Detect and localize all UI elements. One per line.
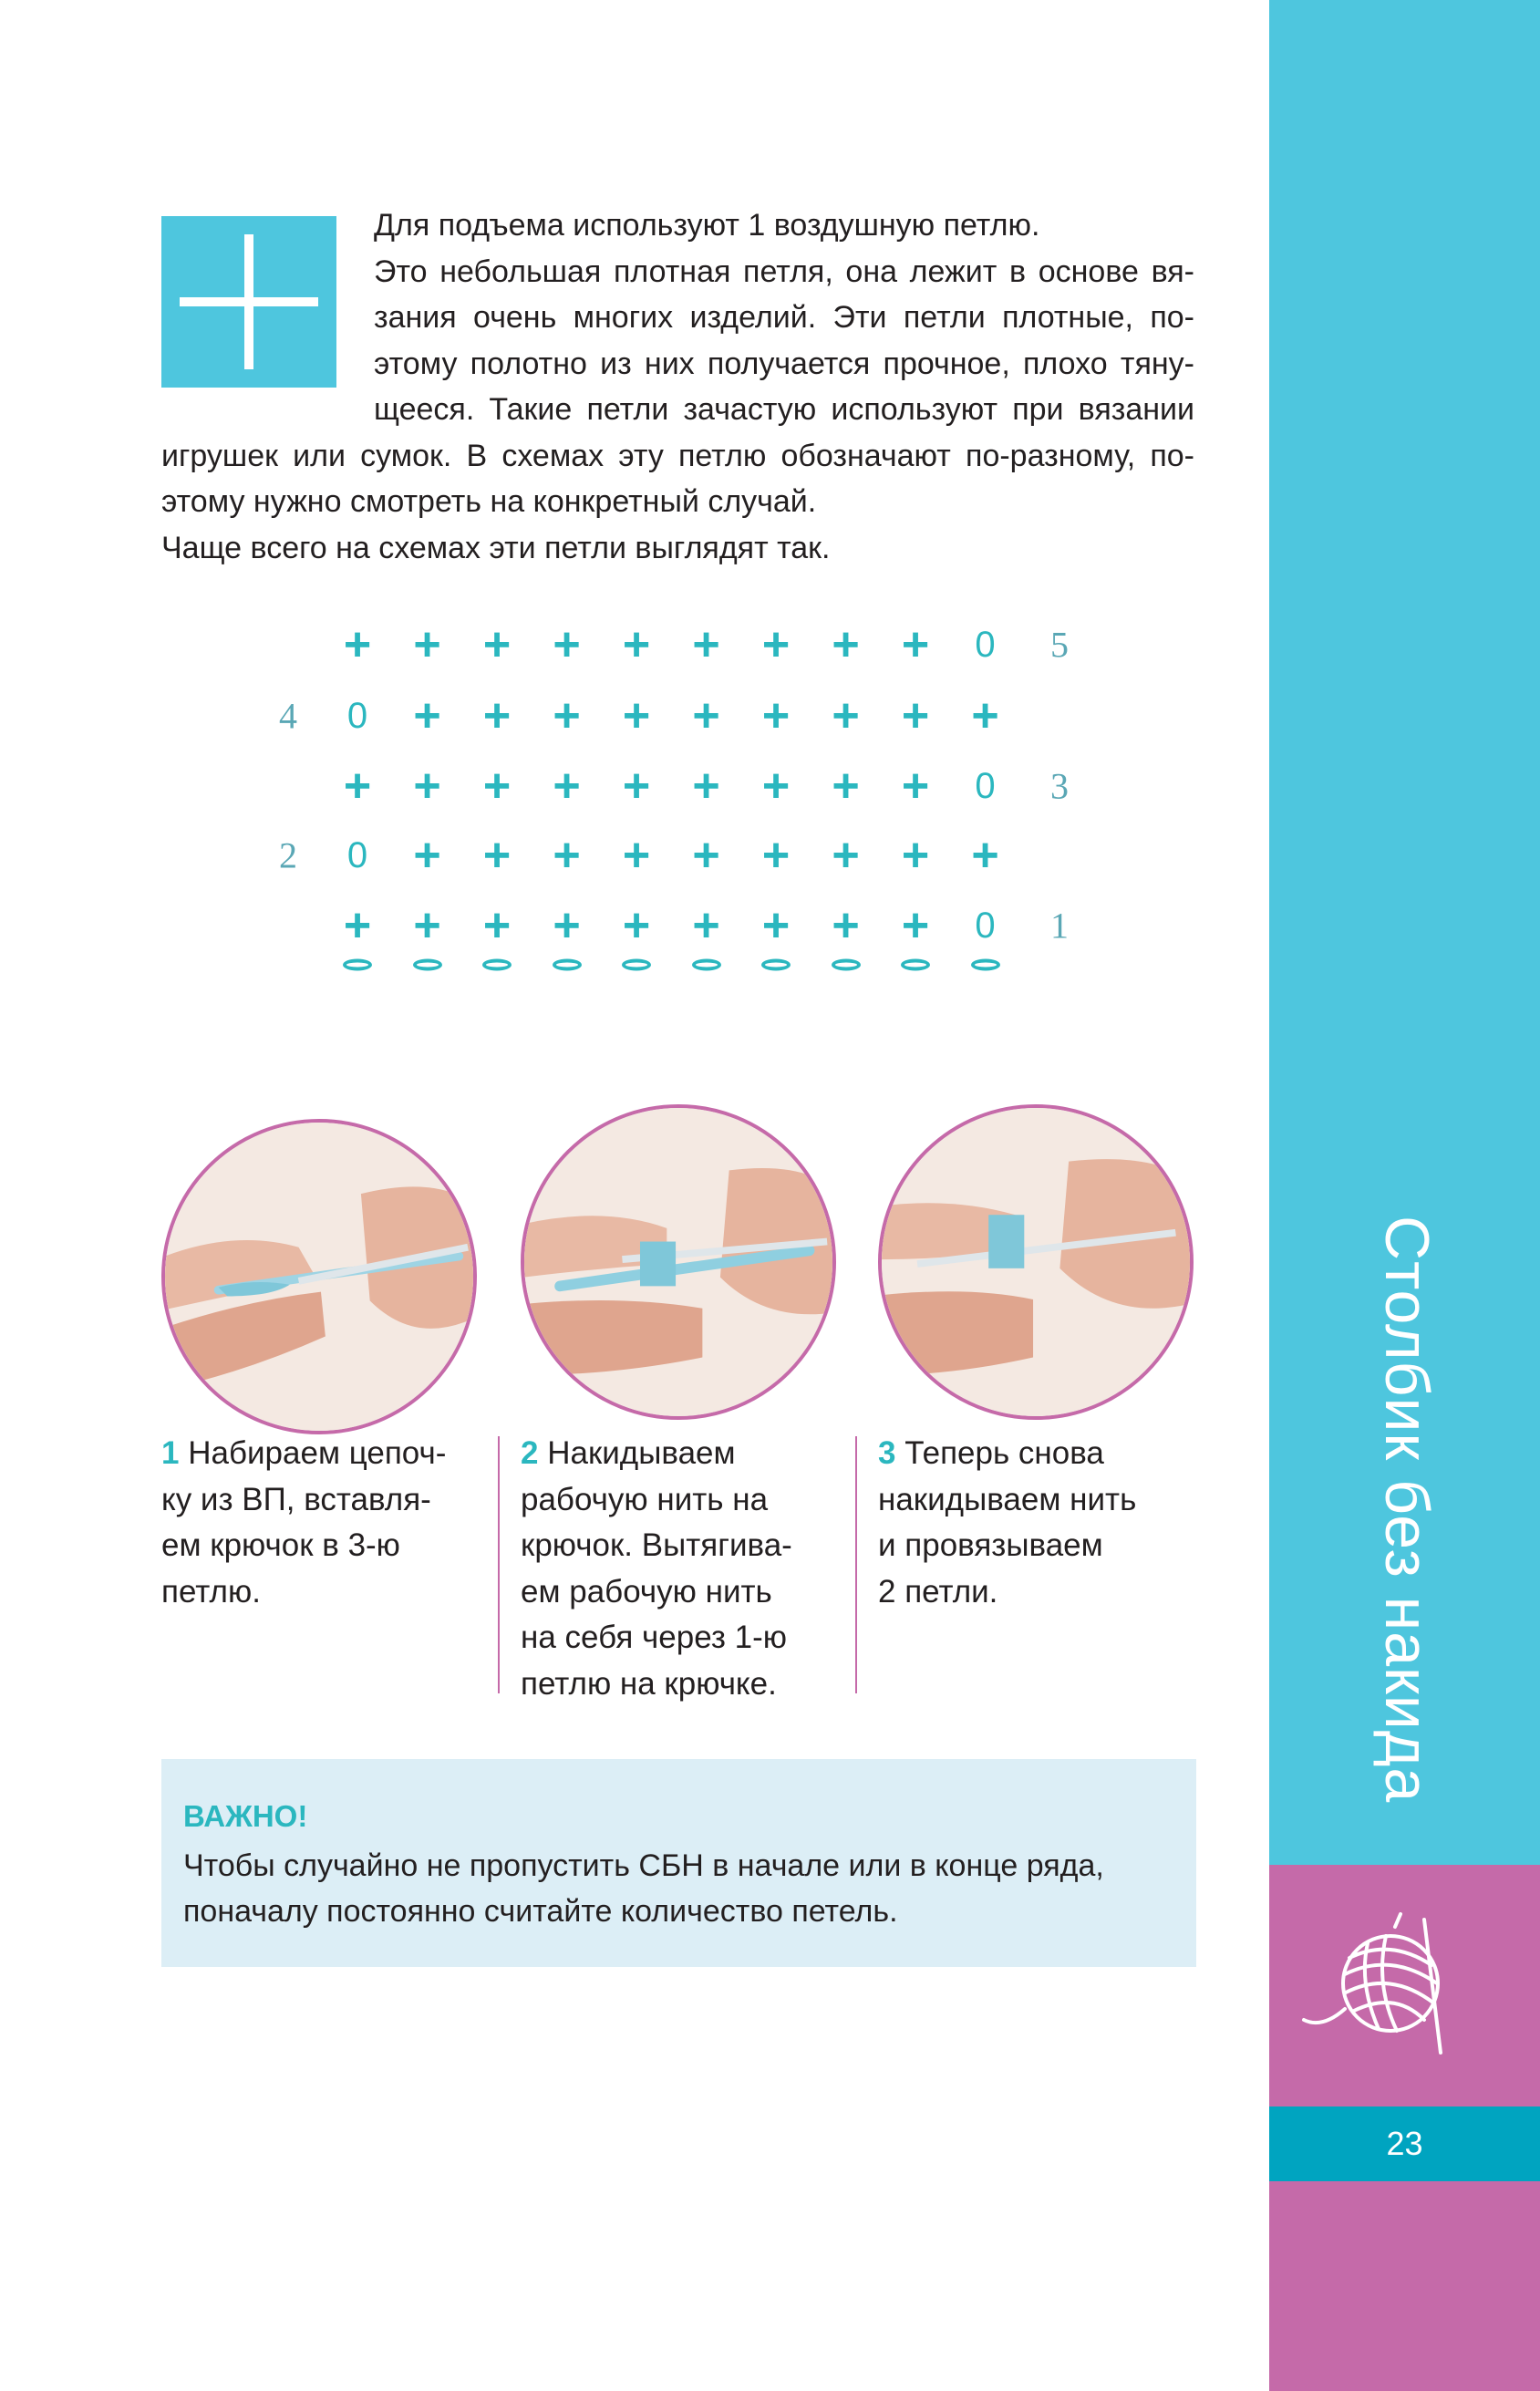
step-line: Накидываем xyxy=(547,1435,736,1471)
step-line: накидываем нить xyxy=(878,1481,1137,1517)
single-crochet-symbol: + xyxy=(413,760,441,813)
step-line: ку из ВП, вставля- xyxy=(161,1481,431,1517)
row-number-label: 3 xyxy=(1050,765,1069,807)
single-crochet-symbol: + xyxy=(971,829,999,882)
single-crochet-symbol: + xyxy=(901,829,930,882)
single-crochet-symbol: + xyxy=(761,899,791,952)
single-crochet-symbol: + xyxy=(482,899,512,952)
single-crochet-symbol: + xyxy=(482,760,512,813)
single-crochet-symbol: + xyxy=(553,618,581,671)
intro-line: зания очень многих изделий. Эти петли плотные, по- xyxy=(374,300,1194,335)
page-number: 23 xyxy=(1269,2106,1540,2181)
intro-line: этому полотно из них получается прочное, плохо тяну- xyxy=(374,346,1194,381)
step-number: 1 xyxy=(161,1435,180,1471)
intro-text xyxy=(161,202,1194,571)
single-crochet-symbol: + xyxy=(413,689,441,742)
single-crochet-symbol: + xyxy=(692,689,720,742)
single-crochet-symbol: + xyxy=(761,689,791,742)
single-crochet-symbol: + xyxy=(901,760,930,813)
single-crochet-symbol: + xyxy=(482,689,512,742)
row-number-label: 4 xyxy=(279,695,297,737)
single-crochet-symbol: + xyxy=(343,760,372,813)
step-3-photo xyxy=(878,1104,1194,1420)
step-line: рабочую нить на xyxy=(521,1481,769,1517)
single-crochet-symbol: + xyxy=(901,618,930,671)
important-line: поначалу постоянно считайте количество петель. xyxy=(183,1894,898,1929)
intro-line: Чаще всего на схемах эти петли выглядят так. xyxy=(161,530,831,565)
single-crochet-symbol: + xyxy=(832,829,860,882)
single-crochet-symbol: + xyxy=(692,899,720,952)
chain-stitch-symbol xyxy=(482,959,512,971)
step-line: петлю. xyxy=(161,1573,261,1610)
chain-stitch-symbol xyxy=(622,959,651,971)
chain-stitch-symbol xyxy=(761,959,791,971)
single-crochet-symbol: + xyxy=(343,899,372,952)
chapter-title: Столбик без накида xyxy=(1372,1215,1442,1804)
important-line: Чтобы случайно не пропустить СБН в начале или в конце ряда, xyxy=(183,1848,1104,1883)
single-crochet-symbol: + xyxy=(553,829,581,882)
step-3-text xyxy=(878,1431,1136,1615)
step-line: Набираем цепоч- xyxy=(188,1435,447,1471)
important-note xyxy=(161,1759,1196,1967)
single-crochet-symbol: + xyxy=(553,760,581,813)
column-divider xyxy=(855,1436,857,1693)
step-line: ем рабочую нить xyxy=(521,1573,772,1610)
chain-stitch-symbol xyxy=(832,959,861,971)
single-crochet-symbol: + xyxy=(413,829,441,882)
chain-loop-symbol: 0 xyxy=(346,696,368,736)
single-crochet-symbol: + xyxy=(343,618,372,671)
single-crochet-symbol: + xyxy=(553,689,581,742)
step-line: крючок. Вытягива- xyxy=(521,1527,792,1563)
single-crochet-symbol: + xyxy=(832,618,860,671)
step-2-text xyxy=(521,1431,792,1707)
chain-stitch-symbol xyxy=(413,959,442,971)
chain-loop-symbol: 0 xyxy=(975,766,996,806)
chain-loop-symbol: 0 xyxy=(975,625,996,665)
step-line: 2 петли. xyxy=(878,1573,998,1610)
single-crochet-symbol: + xyxy=(482,829,512,882)
single-crochet-symbol: + xyxy=(761,760,791,813)
single-crochet-symbol: + xyxy=(832,899,860,952)
single-crochet-symbol: + xyxy=(413,618,441,671)
single-crochet-symbol: + xyxy=(761,618,791,671)
single-crochet-symbol: + xyxy=(622,618,651,671)
important-body xyxy=(183,1843,1186,1934)
single-crochet-symbol: + xyxy=(692,829,720,882)
intro-line: Это небольшая плотная петля, она лежит в основе вя- xyxy=(374,254,1194,289)
single-crochet-symbol: + xyxy=(692,618,720,671)
step-1-text xyxy=(161,1431,446,1615)
column-divider xyxy=(498,1436,500,1693)
single-crochet-symbol: + xyxy=(622,760,651,813)
intro-line: этому нужно смотреть на конкретный случай. xyxy=(161,484,817,519)
chain-loop-symbol: 0 xyxy=(346,835,368,875)
chain-stitch-symbol xyxy=(692,959,721,971)
intro-line: игрушек или сумок. В схемах эту петлю обозначают по-разному, по- xyxy=(161,438,1194,473)
step-1-photo xyxy=(161,1119,477,1434)
step-line: петлю на крючке. xyxy=(521,1665,777,1702)
single-crochet-symbol: + xyxy=(692,760,720,813)
single-crochet-symbol: + xyxy=(622,689,651,742)
sidebar-magenta-footer xyxy=(1269,2181,1540,2391)
step-line: Теперь снова xyxy=(904,1435,1104,1471)
chain-stitch-symbol xyxy=(343,959,372,971)
single-crochet-symbol: + xyxy=(553,899,581,952)
crochet-stitch-diagram xyxy=(274,611,1094,994)
single-crochet-symbol: + xyxy=(482,618,512,671)
row-number-label: 1 xyxy=(1050,905,1069,947)
single-crochet-symbol: + xyxy=(622,899,651,952)
single-crochet-symbol: + xyxy=(622,829,651,882)
important-title: ВАЖНО! xyxy=(183,1799,308,1833)
step-line: ем крючок в 3-ю xyxy=(161,1527,400,1563)
step-line: на себя через 1-ю xyxy=(521,1620,788,1655)
single-crochet-symbol: + xyxy=(832,760,860,813)
chain-stitch-symbol xyxy=(553,959,582,971)
intro-line: Для подъема используют 1 воздушную петлю. xyxy=(374,208,1040,243)
single-crochet-symbol: + xyxy=(971,689,999,742)
row-number-label: 5 xyxy=(1050,624,1069,666)
chain-stitch-symbol xyxy=(901,959,930,971)
chain-loop-symbol: 0 xyxy=(975,906,996,946)
single-crochet-symbol: + xyxy=(413,899,441,952)
step-number: 3 xyxy=(878,1435,896,1471)
single-crochet-symbol: + xyxy=(901,689,930,742)
yarn-ball-icon xyxy=(1295,1901,1459,2065)
single-crochet-symbol: + xyxy=(832,689,860,742)
step-2-photo xyxy=(521,1104,836,1420)
single-crochet-symbol: + xyxy=(761,829,791,882)
step-number: 2 xyxy=(521,1435,539,1471)
chain-stitch-symbol xyxy=(971,959,1000,971)
row-number-label: 2 xyxy=(279,834,297,876)
single-crochet-symbol: + xyxy=(901,899,930,952)
step-line: и провязываем xyxy=(878,1527,1103,1563)
intro-line: щееся. Такие петли зачастую используют при вязании xyxy=(374,392,1194,427)
